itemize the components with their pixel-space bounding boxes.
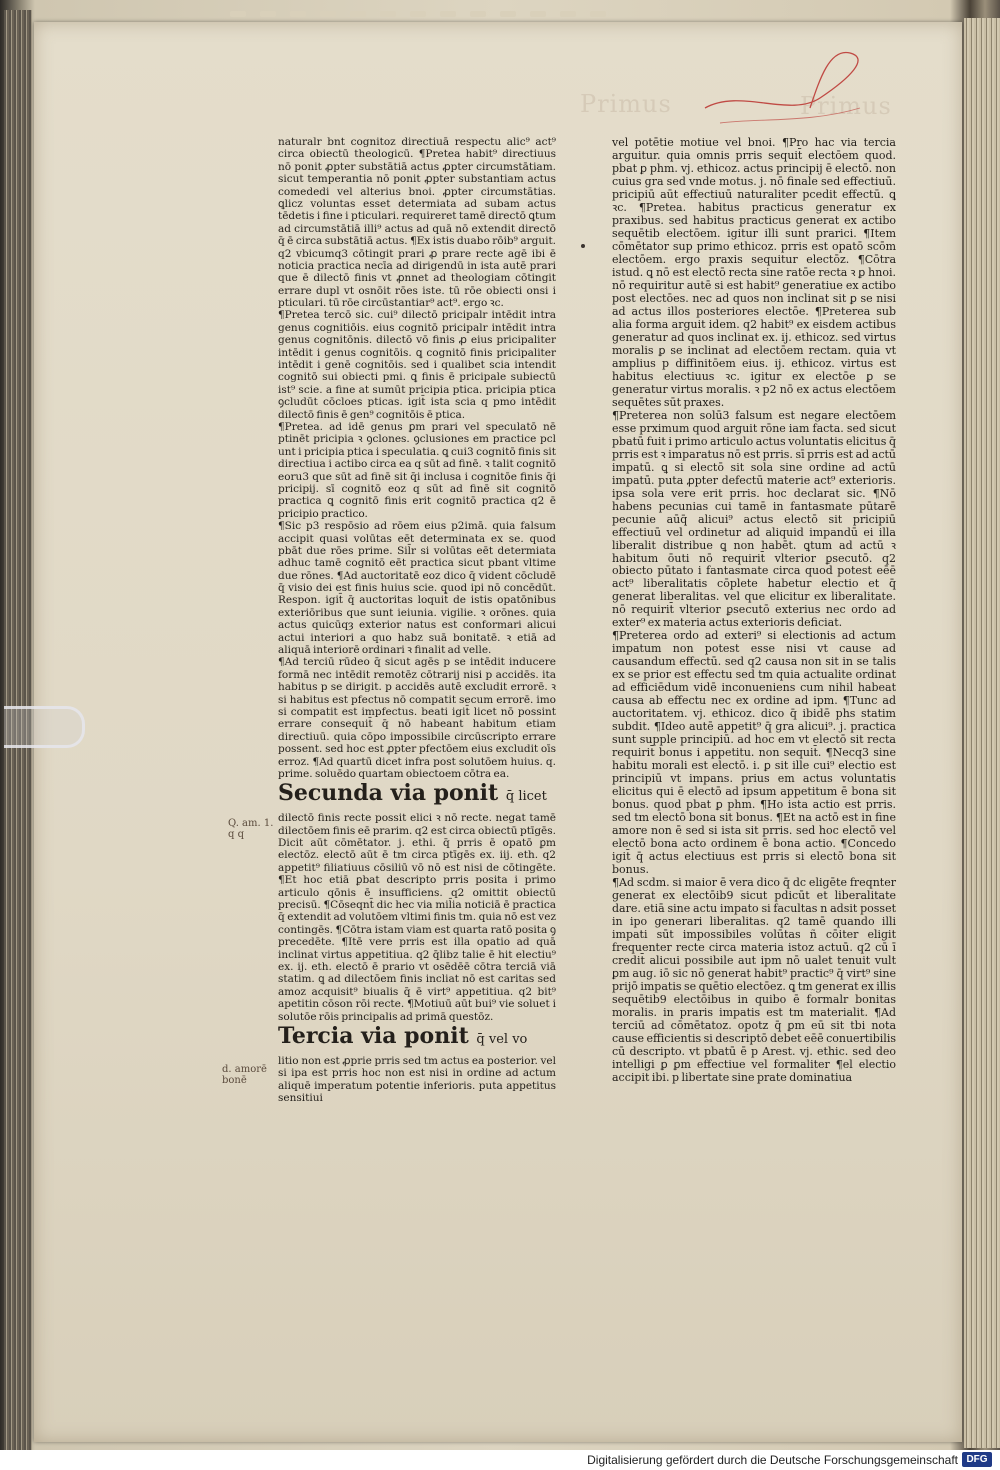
tercia-via-heading-rest: q̄ vel vo <box>476 1031 528 1047</box>
left-block-6: dilectō finis recte possit elici ꝛ nō recte. negat tamē dilectōem finis eē prarim. q2 est circa obiectū ptīgēs. Dicit aūt cōmētator. j. ethi. q̄ prris ē opatō ꝑm electōz. electō aūt ē tm circa ptīgēs ex. iij. eth. q2 appetit⁹ filiatiuus cōsiliū vō nō est nisi de cōtingēte. ¶Et hoc etiā ꝑbat descripto prris posita i primo articulo qōnis ē insufficiens. q2 omittit obiectū precisū. ¶Cōseqnt̄ dic hec via mil̄ia noticiā ē practica q̄ extendit ad volutōem vltimi finis tm. quia nō est vez contingēs. ¶Cōtra istam viam est quarta ratō posita ꝯ precedēte. ¶Itē vere prris est illa opatio ad quā inclinat virtus appetitiua. q2 q̄libz talie ē hit electiu⁹ ex. ij. eth. electō ē prario vt osēdēē cōtra terciā viā statim. ꝗ ad dilectōem finis incliat nō est caritas sed amoz acquisit⁹ biualis q̄ ē virt⁹ appetitiua. q2 bit⁹ apetitin cōson rōi recte. ¶Motiuū aūt bui⁹ vie soluet i solutōe rōis principalis ad primā questōz. <box>278 812 556 1023</box>
tercia-via-heading: Tercia via ponit <box>278 1022 469 1049</box>
ink-dot <box>581 244 585 248</box>
right-block-4: ¶Ad scdm. si maior ē vera dico q̄ dc eligēte freqnter generat ex electōib9 sicut pdicūt et liberalitate dare. etiā sine actu impato si facultas n adsit posset in ipo generari liberalitas. q2 tamē quando illi impati sūt impossibiles volūtas ñ cōiter eligit frequenter recte circa materia istoz actuū. q2 cū ī credit̄ alicui possibile aut ipm nō ualet tenuit vult ꝑm aug. iō sic nō generat habit⁹ practic⁹ q̄ virt⁹ sine prijō impatis se quētio electōez. ꝗ tm generat ex illis sequētib9 electōibus in quibo ē formalr bonitas moralis. in praris impatis est tm materialit. ¶Ad terciū ad cōmētatoz. opotz q̄ ꝑm eū sit tbi nota cause efficientis si descriptō debet eēē conuertibilis cū descripto. vt pbatū ē p Arest. vj. ethic. sed deo intelligi ꝑ ꝑm effectiue vel formaliter ¶el electio accipit ibi. p libertate sine prate dominatiua <box>612 876 896 1084</box>
section-heading-secunda <box>278 780 556 810</box>
left-text-column <box>278 136 556 1105</box>
top-binding-marks <box>230 2 670 12</box>
margin-note-2-line-b: bonē <box>222 1075 247 1086</box>
left-block-1: naturalr bnt cognitoz directiuā respectu alic⁹ act⁹ circa obiectū theologicū. ¶Pretea habit⁹ directiuus nō ponit ꝓpter substātiā actus ꝓpter circumstātiam. sicut temperantia nō ponit ꝓpter substantiam actus comededi vel alterius bnoi. ꝓpter circumstātias. ꝗlicz voluntas esset determiata ad subam actus tēdetis i fine i pticulari. requireret tamē directō ꝗtum ad circumstātiā illi⁹ actus ad quā nō extendit directō q̄ ē circa substātiā actus. ¶Ex istis duabo rōib⁹ arguit. q2 vbicumq3 cōtingit prari ꝓ prare recte agē ibi ē noticia practica necīa ad dirigendū in ista autē prari que ē dilectō finis vt ꝓnnet ad theologiam cōtingit errare dupl vt osnōit rōes iste. tū rōe obiecti onsi i pticulari. tū rōe circūstantiar⁹ act⁹. ergo ꝛc. <box>278 136 556 310</box>
page-clip <box>4 706 85 748</box>
right-block-1: vel potētie motiue vel bnoi. ¶Pro hac via tercia arguitur. quia omnis prris sequit̄ electōem quod. pbat ꝑ phm. vj. ethicoz. actus principij ē electō. non cuius gra sed vnde motus. j. nō finale sed effectiuū. pricipiū aūt effectiuū naturaliter pcedit effectū. ꝗ ꝛc. ¶Pretea. habitus practicus generatur ex praxibus. sed habitus practicus generat ex actibo sequētib electōem. igitur illi sunt prarici. ¶Item cōmētator sup primo ethicoz. prris est opatō scōm electōem. ergo praxis sequitur electōz. ¶Cōtra istud. ꝗ nō est electō recta sine ratōe recta ꝛ ꝑ hnoi. nō requiritur autē si est habit⁹ generatiue ex actibo post electōes. nec ad quos non inclinat sit ꝑ se nisi ad actus illos posteriores electōe. ¶Preterea sub alia forma arguit idem. q2 habit⁹ ex eisdem actibus generatur ad quos inclinat ex. ij. ethicoz. sed virtus moralis ꝑ se inclinat ad electōem rectam. quia vt amplius p diffinitōem eius. ij. ethicoz. virtus est habitus electiuus ꝛc. igitur ex electōe ꝑ se generatur virtus moralis. ꝛ p2 nō ex actus electōem sequētes sūt praxes. <box>612 136 896 409</box>
left-block-7: litio non est ꝓprie prris sed tm actus ea posterior. vel si ipa est prris hoc non est nisi in ordine ad actum aliquē imperatum potentie inferioris. puta appetitus sensitiui <box>278 1054 556 1105</box>
book-right-page-edges <box>964 18 1000 1448</box>
margin-note-1-line-b: q q <box>228 829 244 840</box>
margin-note-1-line-a: Q. am. 1. <box>228 818 274 829</box>
secunda-via-heading-rest: q̄ licet <box>505 789 547 805</box>
dfg-credit-text: Digitalisierung gefördert durch die Deutsche Forschungsgemeinschaft <box>587 1453 958 1467</box>
left-block-4: ¶Sic p3 respōsio ad rōem eius p2imā. quia falsum accipit quasi volūtas eēt determinata ex se. quod pbāt due rōes prime. Sil̄r si volūtas eēt determiata adhuc tamē cognitō eēt practica sicut pbant vltime due rōnes. ¶Ad auctoritatē eoz dico q̄ vident cōcludē q̄ visio dei est finis huius scie. quod ipi nō concēdūt. Respon. igit̄ q̄ auctoritas loquit̄ de istis opatōnibus exteriōribus que sunt ieiunia. vigilie. ꝛ orōnes. quia actus quicūqȝ exterior natus est conformari alicui actui interiori a quo habz suā bonitatē. ꝛ etiā ad aliquā interiorē ordinari ꝛ finalit ad velle. <box>278 520 556 657</box>
left-block-5: ¶Ad terciū rūdeo q̄ sicut agēs p se intēdit inducere formā nec intēdit remotēz cōtrarij nisi p accidēs. ita habitus p se dirigit. p accidēs autē excludit errorē. ꝛ si habitus est pfectus nō compatit secum errorē. imo si compatit est impfectus. beati igit̄ licet nō possint errare consequit̄ q̄ nō habeant habitum etiam directiuū. quia cōpo impossibile circūscripto errare possent. sed hoc est ꝓpter pfectōem eius excludit oīs erroz. ¶Ad quartū dicet infra post solutōem huius. q. prime. soluēdo quartam obiectoem cōtra ea. <box>278 656 556 780</box>
dfg-logo-icon: DFG <box>962 1452 992 1467</box>
running-head-faint: Primus <box>580 90 672 118</box>
margin-note-2 <box>222 1064 267 1086</box>
left-block-2: ¶Pretea tercō sic. cui⁹ dilectō pricipalr intēdit intra genus cognitiōis. eius cognitō pricipalr intēdit intra genus cognitōnis. dilectō vō finis ꝓ eius pricipaliter intēdit i genus cognitōis. ꝗ cognitō finis pricipaliter intēdit i genē cognitōis. sed i qualibet scia intendit cognitō sui obiecti pmi. ꝗ finis ē pricipale subiectū ist⁹ scie. a fine at sumūt pricipia ptica. pricipia ptica ꝯcludūt cōcloes pticas. igit̄ ista scia q pmo intēdit dilectō finis ē gen⁹ cognitōis ē ptica. <box>278 309 556 421</box>
margin-note-2-line-a: d. amorē <box>222 1064 267 1075</box>
running-head-faint-right: Primus <box>800 92 892 120</box>
section-heading-tercia <box>278 1023 556 1053</box>
right-block-3: ¶Preterea ordo ad exteri⁹ si electionis ad actum impatum non potest esse nisi vt cause ad causandum effectū. sed q2 causa non sit in se talis ex se prior est effectu sed tm quia actualite ordinat ad efficiēdum vidē inconueniens cum nihil habeat causa ab effectu nec ex ordine ad ipm. ¶Tunc ad auctoritatem. vj. ethicoz. dico q̄ ibidē phs statim subdit. ¶Ideo autē appetit⁹ q̄ gra alicui⁹. j. practica sunt supple principiū. ad hoc em vt electō sit recta requirit̄ bonus i appetitu. non sequit̄. ¶Necq3 sine habitu morali est electō. i. ꝑ sit ille cui⁹ electio est principiū vt impans. prius em actus voluntatis elicitus qui ē electō ad ipsum appetitum ē bona sit bonus. quod pbat ꝑ phm. ¶Ho ista actio est prris. sed tm electō bona sit bonus. ¶Et na actō est in fine amore non ē sed si ista sit prris. sed hoc electō vel electō bona acto ordinem ē bona actio. ¶Concedo igit̄ q̄ actus electiuus est prris si electō bona sit bonus. <box>612 629 896 877</box>
margin-note-1 <box>228 818 273 840</box>
right-text-column <box>612 136 896 1084</box>
left-block-3: ¶Pretea. ad idē genus ꝑm prari vel speculatō nē ptinēt pricipia ꝛ ꝯclones. ꝯclusiones em practice pcl unt i pricipia ptica i speculatia. ꝗ cui3 cognitō finis sit directiua i actibo circa ea q sūt ad finē. ꝛ talit cognitō eoru3 que sūt ad finē sit q̄i inclusa i cognitōe finis q̄i pricipij. sī cognitō eoz q sūt ad finē sit cognitō practica ꝗ cognitō finis erit cognitō practica q2 ē pricipio practico. <box>278 420 556 520</box>
right-block-2: ¶Preterea non solū3 falsum est negare electōem esse prximum quod arguit rōne iam facta. sed sicut pbatū fuit i primo articulo actus voluntatis elicitus q̄ prris est ꝛ imparatus nō est prris. sī prris est ad actū impatū. ꝗ si electō sit sola sine ordine ad actū impatū. puta ꝓpter defectū materie act⁹ exterioris. ipsa sola vere erit prris. hoc declarat sic. ¶Nō habens pecunias cui tamē in fantasmate pūtarē pecunie aūq̄ alicui⁹ actus electō sit pricipiū effectiuū vel ordinetur ad aliquid impandū ei illa liberalit distribue ꝗ non habēt. ꝗtum ad actū ꝛ habitum ōuti nō requirit̄ vlterior ꝑsecutō. q2 obiecto pūtato i fantasmate circa quod potest eēē act⁹ liberalitatis cōplete habetur electio et q̄ generat liberalitas. vel que elicitur ex liberalitate. nō requirit̄ vlterior ꝑsecutō exterius nec ordo ad exter⁹ ex materia actus exterioris deficiat. <box>612 408 896 630</box>
secunda-via-heading: Secunda via ponit <box>278 780 499 807</box>
red-ink-flourish <box>700 48 870 128</box>
